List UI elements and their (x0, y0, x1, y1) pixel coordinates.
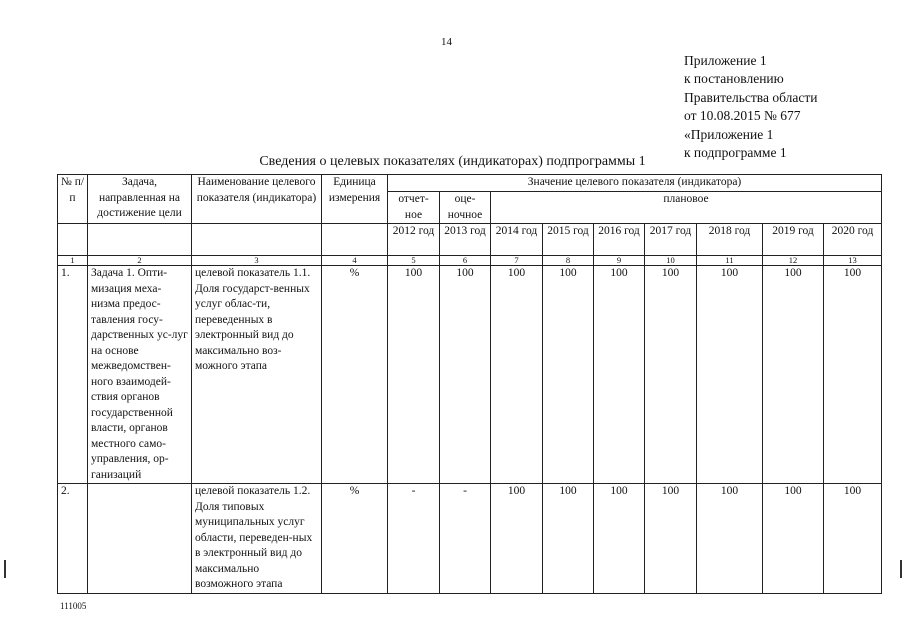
row-num: 1. (58, 266, 88, 484)
row-value: 100 (543, 266, 594, 484)
scan-edge-mark (4, 560, 6, 578)
indicators-table (57, 174, 882, 594)
row-value: - (388, 484, 440, 594)
appendix-header (684, 52, 817, 162)
header-year: 2020 год (824, 224, 882, 256)
header-year: 2014 год (491, 224, 543, 256)
column-number: 11 (697, 256, 763, 266)
column-number: 2 (88, 256, 192, 266)
row-task: Задача 1. Опти-мизация меха-низма предос-тавления госу-дарственных ус-луг на основе межведомствен-ного взаимодей-ствия органов государственной власти, органов местного само-управления, ор-ганизаций (88, 266, 192, 484)
appendix-line: Приложение 1 (684, 53, 767, 68)
header-indicator: Наименование целевого показателя (индикатора) (192, 175, 322, 224)
row-value: 100 (697, 266, 763, 484)
row-value: 100 (763, 484, 824, 594)
page-number: 14 (441, 36, 452, 48)
column-number: 7 (491, 256, 543, 266)
header-planned: плановое (491, 192, 882, 224)
header-estimated: оце-ночное (440, 192, 491, 224)
row-value: 100 (824, 484, 882, 594)
column-number: 1 (58, 256, 88, 266)
header-year: 2016 год (594, 224, 645, 256)
column-number: 4 (322, 256, 388, 266)
row-num: 2. (58, 484, 88, 594)
table-row (58, 266, 882, 484)
header-value-group: Значение целевого показателя (индикатора) (388, 175, 882, 192)
row-value: 100 (697, 484, 763, 594)
row-indicator: целевой показатель 1.1. Доля государст-венных услуг облас-ти, переведенных в электронный вид до максимально воз-можного этапа (192, 266, 322, 484)
header-reported: отчет-ное (388, 192, 440, 224)
header-year: 2015 год (543, 224, 594, 256)
column-number: 3 (192, 256, 322, 266)
header-year: 2012 год (388, 224, 440, 256)
row-unit: % (322, 266, 388, 484)
row-unit: % (322, 484, 388, 594)
appendix-line: к подпрограмме 1 (684, 145, 787, 161)
footer-code: 111005 (60, 601, 87, 611)
column-number: 10 (645, 256, 697, 266)
row-value: 100 (440, 266, 491, 484)
row-value: - (440, 484, 491, 594)
appendix-line: к постановлению (684, 71, 784, 87)
row-value: 100 (594, 484, 645, 594)
row-value: 100 (491, 266, 543, 484)
header-num: № п/п (58, 175, 88, 224)
column-number: 8 (543, 256, 594, 266)
row-value: 100 (645, 266, 697, 484)
row-task (88, 484, 192, 594)
header-unit: Единица измерения (322, 175, 388, 224)
appendix-line: «Приложение 1 (684, 126, 774, 142)
column-number: 13 (824, 256, 882, 266)
appendix-line: от 10.08.2015 № 677 (684, 108, 801, 124)
appendix-line: Правительства области (684, 89, 818, 105)
column-number: 9 (594, 256, 645, 266)
column-number: 6 (440, 256, 491, 266)
row-value: 100 (388, 266, 440, 484)
scan-edge-mark (900, 560, 902, 578)
column-number: 12 (763, 256, 824, 266)
table-row (58, 484, 882, 594)
header-year: 2017 год (645, 224, 697, 256)
header-year: 2019 год (763, 224, 824, 256)
row-value: 100 (645, 484, 697, 594)
document-title: Сведения о целевых показателях (индикаторах) подпрограммы 1 (259, 154, 646, 169)
row-value: 100 (763, 266, 824, 484)
header-year: 2018 год (697, 224, 763, 256)
header-task: Задача, направленная на достижение цели (88, 175, 192, 224)
row-value: 100 (594, 266, 645, 484)
column-number: 5 (388, 256, 440, 266)
header-year: 2013 год (440, 224, 491, 256)
row-value: 100 (491, 484, 543, 594)
row-indicator: целевой показатель 1.2. Доля типовых муниципальных услуг области, переведен-ных в электронный вид до максимально возможного этапа (192, 484, 322, 594)
row-value: 100 (543, 484, 594, 594)
row-value: 100 (824, 266, 882, 484)
column-number-row (58, 256, 882, 266)
